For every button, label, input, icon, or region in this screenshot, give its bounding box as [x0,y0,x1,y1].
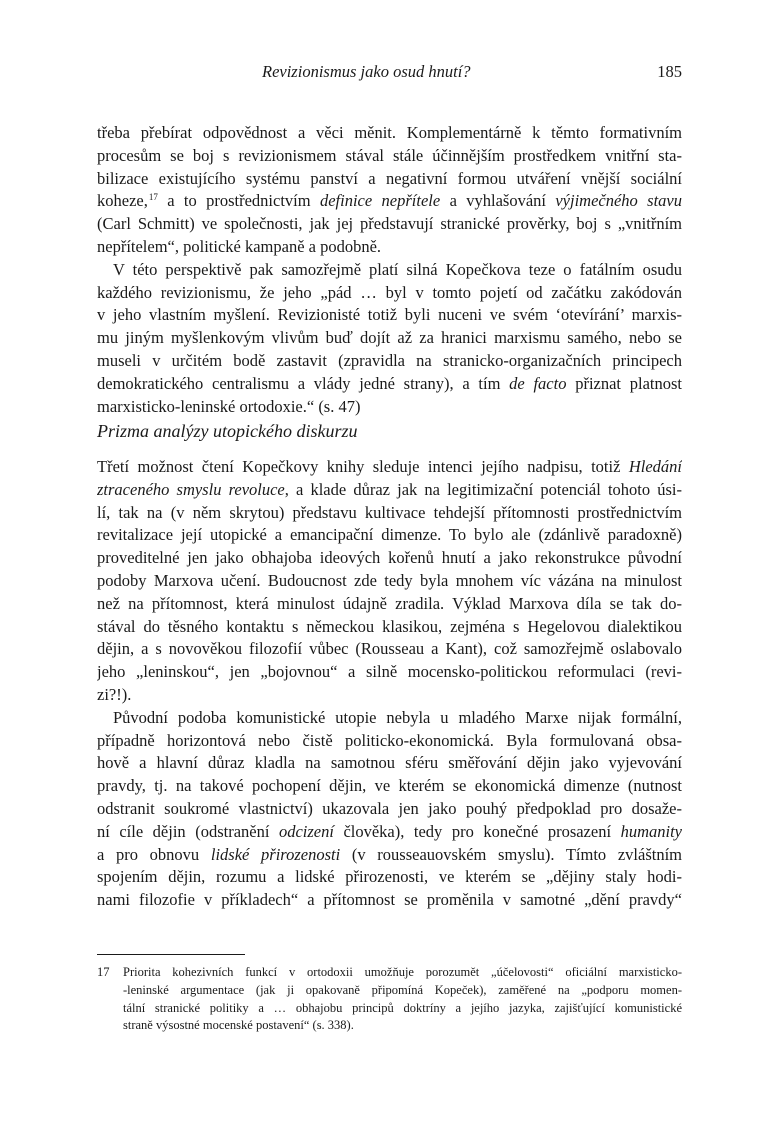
text-line [97,373,682,396]
italic-title: ztraceného smyslu revoluce [97,479,285,499]
text-line [97,844,682,867]
text-line: spojením dějin, rozumu a lidské přirozenosti, ve kterém se „dějiny staly hodi- [97,867,682,887]
text-line: odstranit soukromé vlastnictví) ukazovala jen jako pouhý předpoklad pro dosaže- [97,798,682,818]
text-run: a pro obnovu [97,844,211,864]
text-line: případně horizontová nebo čistě politicko-ekonomická. Byla formulovaná obsa- [97,730,682,750]
footnote-line: tální stranické politiky a … obhajobu principů doktríny a jejího jazyka, zajišťující komunistické [123,1000,682,1015]
text-run: ní cíle dějin (odstranění [97,821,279,841]
text-run: přiznat platnost [566,373,682,393]
footnote-number: 17 [97,965,110,979]
text-run: člověka), tedy pro konečné prosazení [333,821,621,841]
footnote-line: straně výsostné mocenské postavení“ (s. 338). [123,1018,354,1033]
text-line: V této perspektivě pak samozřejmě platí silná Kopečkova teze o fatálním osudu [113,259,682,279]
running-header [97,62,682,82]
text-run: a vyhlašování [440,191,556,211]
paragraph [97,456,682,707]
text-run: demokratického centralismu a vlády jedné strany), a tím [97,373,510,393]
italic-term: de facto [509,373,567,393]
text-line: v jeho vlastním myšlení. Revizionisté totiž byli nuceni ve svém ‘otevírání’ marxis- [97,305,682,325]
text-line: hově a hlavní důraz kladla na samotnou sféru směřování dějin jako vyjevování [97,753,682,773]
text-line [97,479,682,502]
text-line: procesům se boj s revizionismem stával stále účinnějším prostředkem vnitřní sta- [97,145,682,165]
text-line [97,821,682,844]
body-text-section [97,456,682,912]
section-heading: Prizma analýzy utopického diskurzu [97,421,358,441]
text-run: koheze, [97,191,148,211]
text-line: mu jiným myšlenkovým vlivům buď dojít až za hranici marxismu samého, nebo se [97,328,682,348]
italic-term: humanity [620,821,682,841]
footnote-line: Priorita kohezivních funkcí v ortodoxii umožňuje porozumět „účelovosti“ oficiální marxisticko- [123,965,682,979]
page-number: 185 [657,62,682,81]
text-line: museli v určitém bodě zastavit (zpravidla na stranicko-organizačních principech [97,350,682,370]
text-line: každého revizionismu, že jeho „pád … byl v tomto pojetí od začátku zakódován [97,282,682,302]
text-line: pravdy, tj. na takové pochopení dějin, ve kterém se ekonomická dimenze (nutnost [97,776,682,796]
paragraph [97,259,682,419]
text-line: jeho „leninskou“, jen „bojovnou“ a silně mocensko-politickou reformulaci (revi- [97,662,682,682]
text-line: nami filozofie v příkladech“ a přítomnost se proměnila v samotné „dění pravdy“ [97,890,682,910]
footnote-line: -leninské argumentace (jak ji opakovaně připomíná Kopeček), zaměřené na „podporu momen- [123,982,682,997]
italic-term: výjimečného stavu [555,191,682,211]
footnote-separator [97,954,245,955]
text-run: , a klade důraz jak na legitimizační potenciál tohoto úsi- [284,479,682,499]
text-line: bilizace existujícího systému panství a negativní formou utváření vnější sociální [97,168,682,188]
footnote-reference: 17 [148,192,158,203]
text-line: Původní podoba komunistické utopie nebyla u mladého Marxe nijak formální, [113,707,682,727]
text-line: lí, tak na (v něm skrytou) představu kultivace tehdejší přítomnosti prostřednictvím [97,502,682,522]
footnote [97,964,682,1035]
text-line: stával do těsného kontaktu s německou klasikou, zejména s Hegelovou dialektikou [97,616,682,636]
text-line: podoby Marxova učení. Budoucnost zde tedy byla mnohem víc vázána na minulost [97,570,682,590]
text-line: třeba přebírat odpovědnost a věci měnit. Komplementárně k těmto formativním [97,123,682,142]
body-text [97,122,682,418]
text-line [97,190,682,213]
text-line: (Carl Schmitt) ve společnosti, jak jej představují stranické prověrky, boj s „vnitřním [97,214,682,234]
text-run: Třetí možnost čtení Kopečkovy knihy sleduje intenci jejího nadpisu, totiž [97,457,629,476]
running-title: Revizionismus jako osud hnutí? [262,62,471,81]
text-line: revitalizace její utopické a emancipační dimenze. To bylo ale (zdánlivě paradoxně) [97,525,682,545]
text-line: zi?!). [97,684,132,704]
text-run: (v rousseauovském smyslu). Tímto zvláštním [340,844,682,864]
text-line: než na přítomnost, která minulost údajně zradila. Výklad Marxova díla se tak do- [97,593,682,613]
text-line: dějin, a s novověkou filozofií vůbec (Rousseau a Kant), což samozřejmě oslabovalo [97,639,682,659]
italic-term: definice nepřítele [319,191,441,211]
text-line: proveditelné jen jako obhajoba ideových kořenů hnutí a jako rekonstrukce původní [97,548,682,568]
italic-term: odcizení [278,821,334,841]
text-line: marxisticko-leninské ortodoxie.“ (s. 47) [97,396,361,416]
paragraph [97,122,682,259]
text-run: a to prostřednictvím [157,191,320,211]
paragraph [97,707,682,912]
italic-title: Hledání [628,457,682,476]
italic-term: lidské přirozenosti [210,844,341,864]
footnote-text [123,964,682,1035]
text-line: nepřítelem“, politické kampaně a podobně. [97,236,382,256]
text-line [97,456,682,479]
